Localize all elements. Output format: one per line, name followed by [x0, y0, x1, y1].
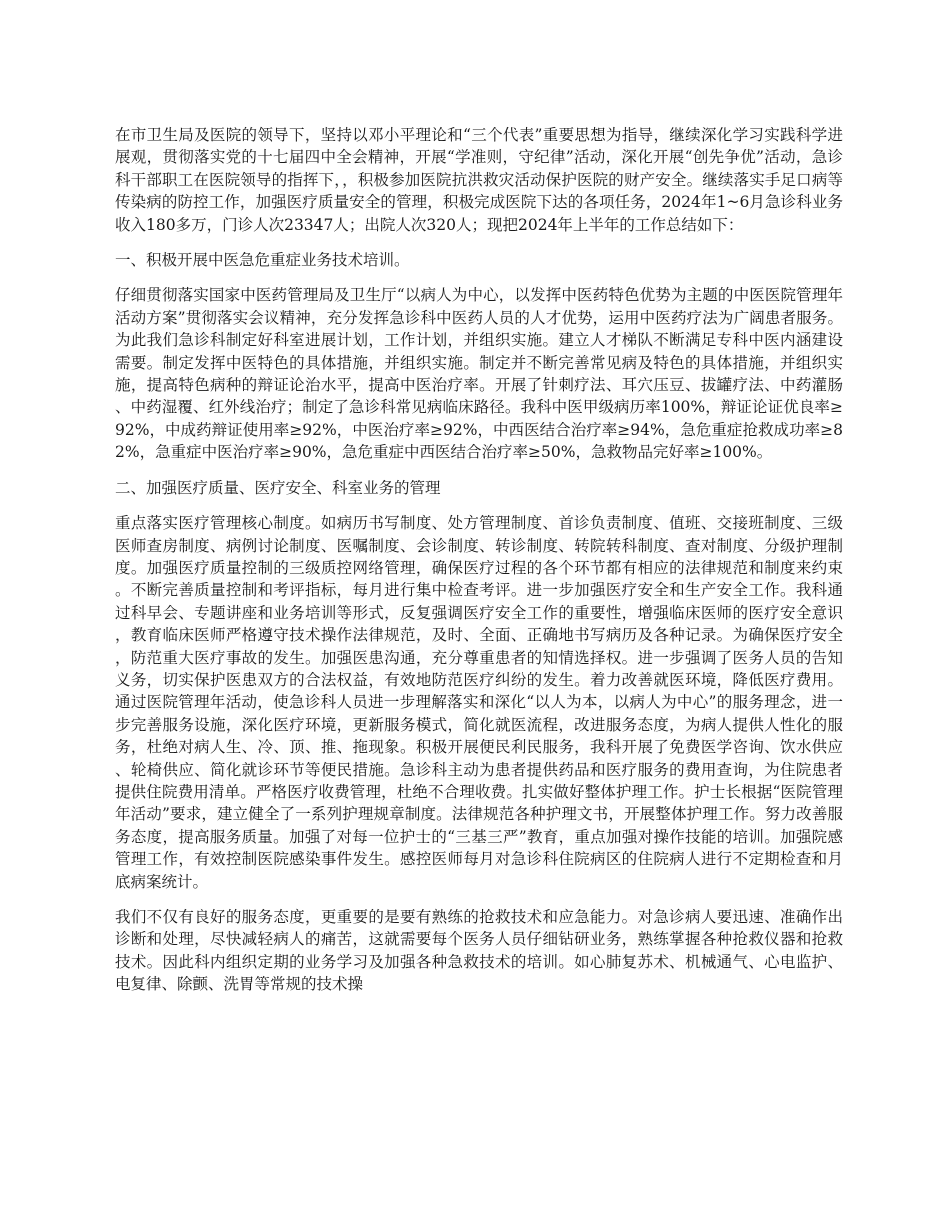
section-2-paragraph: 重点落实医疗管理核心制度。如病历书写制度、处方管理制度、首诊负责制度、值班、交接班制度、三级医师查房制度、病例讨论制度、医嘱制度、会诊制度、转诊制度、转院转科制度、查对制度、分级护理制度。加强医疗质量控制的三级质控网络管理，确保医疗过程的各个环节都有相应的法律规范和制度来约束。不断完善质量控制和考评指标，每月进行集中检查考评。进一步加强医疗安全和生产安全工作。我科通过科早会、专题讲座和业务培训等形式，反复强调医疗安全工作的重要性，增强临床医师的医疗安全意识，教育临床医师严格遵守技术操作法律规范，及时、全面、正确地书写病历及各种记录。为确保医疗安全，防范重大医疗事故的发生。加强医患沟通，充分尊重患者的知情选择权。进一步强调了医务人员的告知义务，切实保护医患双方的合法权益，有效地防范医疗纠纷的发生。着力改善就医环境，降低医疗费用。通过医院管理年活动，使急诊科人员进一步理解落实和深化“以人为本，以病人为中心”的服务理念，进一步完善服务设施，深化医疗环境，更新服务模式，简化就医流程，改进服务态度，为病人提供人性化的服务，杜绝对病人生、冷、顶、推、拖现象。积极开展便民利民服务，我科开展了免费医学咨询、饮水供应、轮椅供应、简化就诊环节等便民措施。急诊科主动为患者提供药品和医疗服务的费用查询，为住院患者提供住院费用清单。严格医疗收费管理，杜绝不合理收费。扎实做好整体护理工作。护士长根据“医院管理年活动”要求，建立健全了一系列护理规章制度。法律规范各种护理文书，开展整体护理工作。努力改善服务态度，提高服务质量。加强了对每一位护士的“三基三严”教育，重点加强对操作技能的培训。加强院感管理工作，有效控制医院感染事件发生。感控医师每月对急诊科住院病区的住院病人进行不定期检查和月底病案统计。: [115, 514, 843, 891]
section-1-paragraph: 仔细贯彻落实国家中医药管理局及卫生厅“以病人为中心，以发挥中医药特色优势为主题的中医医院管理年活动方案”贯彻落实会议精神，充分发挥急诊科中医药人员的人才优势，运用中医药疗法为广阔患者服务。为此我们急诊科制定好科室进展计划，工作计划，并组织实施。建立人才梯队不断满足专科中医内涵建设需要。制定发挥中医特色的具体措施，并组织实施。制定并不断完善常见病及特色的具体措施，并组织实施，提高特色病种的辩证论治水平，提高中医治疗率。开展了针刺疗法、耳穴压豆、拔罐疗法、中药灌肠、中药湿覆、红外线治疗；制定了急诊科常见病临床路径。我科中医甲级病历率100%，辩证论证优良率≥92%，中成药辩证使用率≥92%，中医治疗率≥92%，中西医结合治疗率≥94%，急危重症抢救成功率≥82%，急重症中医治疗率≥90%，急危重症中西医结合治疗率≥50%，急救物品完好率≥100%。: [115, 286, 843, 462]
document-body: [115, 124, 843, 1009]
section-1-heading: 一、积极开展中医急危重症业务技术培训。: [115, 251, 410, 270]
intro-paragraph: 在市卫生局及医院的领导下，坚持以邓小平理论和“三个代表”重要思想为指导，继续深化学习实践科学进展观，贯彻落实党的十七届四中全会精神，开展“学准则，守纪律”活动，深化开展“创先争优”活动，急诊科干部职工在医院领导的指挥下，，积极参加医院抗洪救灾活动保护医院的财产安全。继续落实手足口病等传染病的防控工作，加强医疗质量安全的管理，积极完成医院下达的各项任务，2024年1~6月急诊科业务收入180多万，门诊人次23347人；出院人次320人；现把2024年上半年的工作总结如下：: [115, 126, 843, 234]
section-3-paragraph: 我们不仅有良好的服务态度，更重要的是要有熟练的抢救技术和应急能力。对急诊病人要迅速、准确作出诊断和处理，尽快减轻病人的痛苦，这就需要每个医务人员仔细钻研业务，熟练掌握各种抢救仪器和抢救技术。因此科内组织定期的业务学习及加强各种急救技术的培训。如心肺复苏术、机械通气、心电监护、电复律、除颤、洗胃等常规的技术操: [115, 908, 843, 994]
section-2-heading: 二、加强医疗质量、医疗安全、科室业务的管理: [115, 478, 441, 497]
